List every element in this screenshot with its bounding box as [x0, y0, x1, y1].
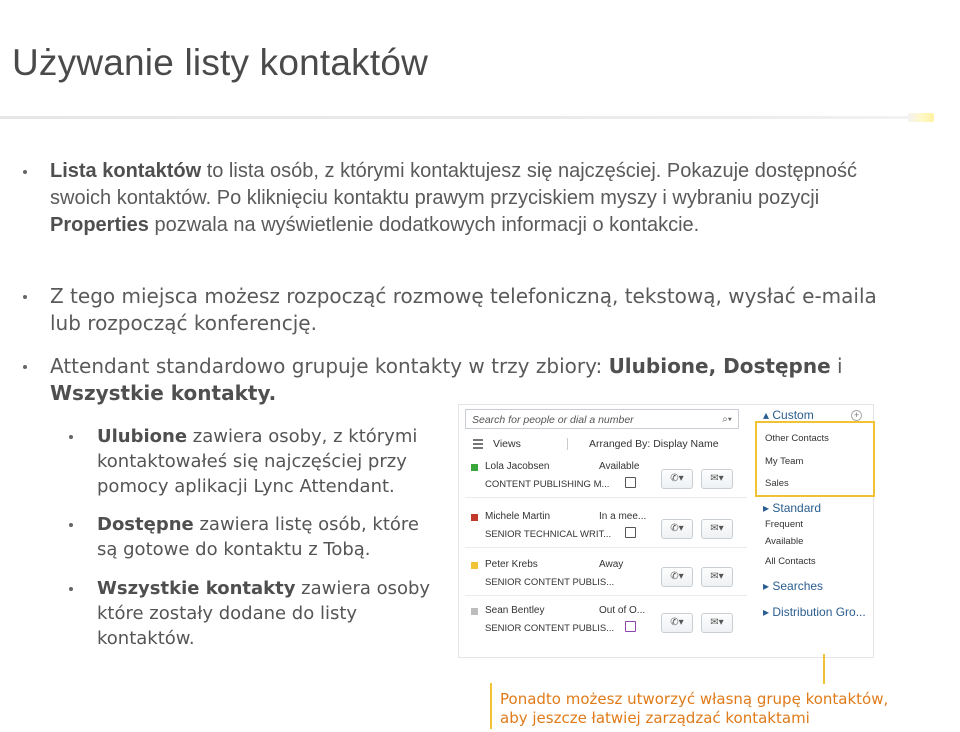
note-icon [625, 527, 636, 538]
group-distribution-label: Distribution Gro... [772, 605, 866, 619]
add-group-icon[interactable]: + [851, 410, 862, 421]
title-underline-accent [908, 113, 934, 122]
note-icon [625, 621, 636, 632]
group-custom-label: Custom [772, 408, 814, 422]
bullet-dot [23, 295, 27, 299]
contact-row[interactable] [465, 459, 747, 499]
subbullet-text: zawiera osoby które zostały dodane do listy kontaktów. [97, 578, 431, 649]
group-item[interactable]: Frequent [765, 519, 804, 530]
contact-row[interactable] [465, 557, 747, 597]
views-menu[interactable]: Views [493, 438, 521, 450]
call-button[interactable]: ✆▾ [661, 613, 693, 633]
contact-toolbar [465, 433, 747, 455]
contact-status: Available [599, 461, 640, 472]
callout-line: Ponadto możesz utworzyć własną grupę kontaktów, [500, 690, 889, 708]
bullet-text: to lista osób, z którymi kontaktujesz się najczęściej. Pokazuje dostępność swoich kontaktów. Po kliknięciu kontaktu prawym przyciskiem myszy i wybraniu pozycji [50, 160, 858, 209]
subbullet-bold: Ulubione [97, 426, 188, 447]
search-icon[interactable]: ⌕▾ [722, 414, 732, 425]
bullet-dot [23, 170, 27, 174]
contact-name: Peter Krebs [485, 559, 538, 570]
call-button[interactable]: ✆▾ [661, 469, 693, 489]
group-item[interactable]: All Contacts [765, 556, 816, 567]
bullet-text: Z tego miejsca możesz rozpocząć rozmowę telefoniczną, tekstową, wysłać e-maila lub rozpocząć konferencję. [50, 284, 877, 335]
callout-text [500, 690, 900, 728]
contact-row[interactable] [465, 509, 747, 549]
group-standard[interactable]: ▸ Standard [763, 501, 822, 515]
presence-icon [471, 608, 478, 615]
group-distribution[interactable]: ▸ Distribution Gro... [763, 605, 866, 619]
contact-role: CONTENT PUBLISHING M... [485, 479, 610, 490]
bullet-groups [50, 353, 850, 407]
contact-role: SENIOR CONTENT PUBLIS... [485, 623, 615, 634]
group-item[interactable]: Other Contacts [765, 433, 829, 444]
presence-icon [471, 514, 478, 521]
search-placeholder: Search for people or dial a number [472, 414, 634, 426]
subbullet-favorites [97, 424, 437, 499]
row-divider [465, 547, 747, 548]
subbullet-text: zawiera osoby, z którymi kontaktowałeś się najczęściej przy pomocy aplikacji Lync Attendant. [97, 426, 418, 497]
presence-icon [471, 464, 478, 471]
bullet-bold: Lista kontaktów [50, 160, 202, 182]
search-input[interactable] [465, 409, 739, 429]
toolbar-divider [567, 438, 568, 450]
call-button[interactable]: ✆▾ [661, 567, 693, 587]
contact-status: Away [599, 559, 624, 570]
bullet-dot [23, 365, 27, 369]
bullet-text: i [830, 354, 843, 378]
contact-name: Lola Jacobsen [485, 461, 550, 472]
group-custom[interactable]: ▴ Custom [763, 408, 814, 422]
arranged-by-menu[interactable]: Arranged By: Display Name [589, 438, 719, 450]
contact-name: Sean Bentley [485, 605, 545, 616]
contact-role: SENIOR TECHNICAL WRIT... [485, 529, 612, 540]
im-button[interactable]: ✉▾ [701, 469, 733, 489]
contact-status: In a mee... [599, 511, 647, 522]
im-button[interactable]: ✉▾ [701, 519, 733, 539]
contact-row[interactable] [465, 603, 747, 643]
slide-title: Używanie listy kontaktów [12, 42, 429, 83]
subbullet-bold: Wszystkie kontakty [97, 578, 296, 599]
presence-icon [471, 562, 478, 569]
im-button[interactable]: ✉▾ [701, 567, 733, 587]
callout-line: aby jeszcze łatwiej zarządzać kontaktami [500, 709, 810, 727]
row-divider [465, 595, 747, 596]
custom-groups-highlight [755, 421, 875, 497]
bullet-dot [69, 587, 73, 591]
bullet-dot [69, 523, 73, 527]
row-divider [465, 497, 747, 498]
subbullet-text: zawiera listę osób, które są gotowe do kontaktu z Tobą. [97, 514, 419, 560]
group-item[interactable]: Sales [765, 478, 789, 489]
contact-name: Michele Martin [485, 511, 551, 522]
callout-bar [490, 683, 492, 729]
bullet-contact-list [50, 158, 870, 239]
group-standard-label: Standard [772, 501, 822, 515]
bullet-communication [50, 283, 900, 337]
bullet-bold: Properties [50, 214, 149, 236]
callout-connector [823, 654, 825, 684]
subbullet-bold: Dostępne [97, 514, 194, 535]
note-icon [625, 477, 636, 488]
contact-role: SENIOR CONTENT PUBLIS... [485, 577, 615, 588]
call-button[interactable]: ✆▾ [661, 519, 693, 539]
group-item[interactable]: Available [765, 536, 804, 547]
subbullet-available [97, 512, 437, 562]
title-underline [0, 116, 930, 119]
bullet-text: pozwala na wyświetlenie dodatkowych informacji o kontakcie. [148, 214, 700, 236]
list-view-icon [473, 439, 483, 449]
bullet-bold: Wszystkie kontakty. [50, 381, 277, 405]
group-item[interactable]: My Team [765, 456, 804, 467]
group-searches[interactable]: ▸ Searches [763, 579, 824, 593]
bullet-dot [69, 435, 73, 439]
bullet-bold: Ulubione, Dostępne [608, 354, 831, 378]
subbullet-all-contacts [97, 576, 437, 651]
contact-status: Out of O... [599, 605, 646, 616]
bullet-text: Attendant standardowo grupuje kontakty w trzy zbiory: [50, 354, 609, 378]
im-button[interactable]: ✉▾ [701, 613, 733, 633]
group-searches-label: Searches [772, 579, 824, 593]
